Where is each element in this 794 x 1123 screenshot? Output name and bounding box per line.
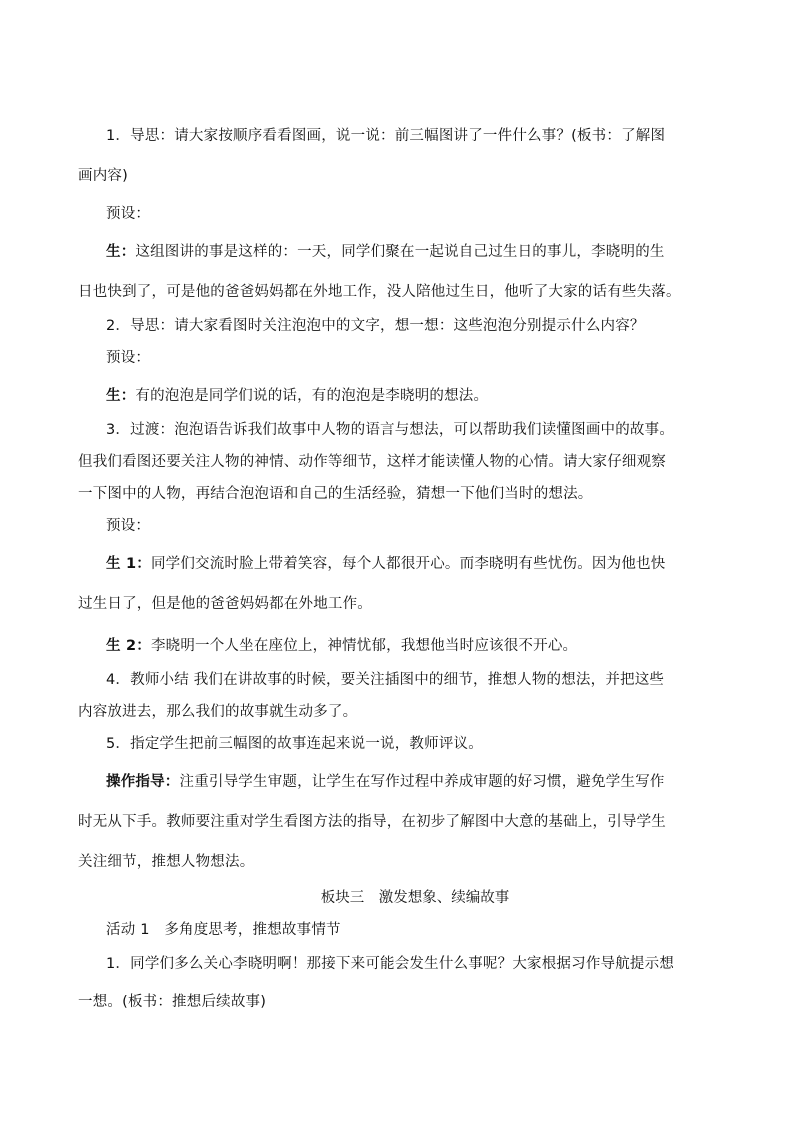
activity-1-line-2: 一想。(板书：推想后续故事): [78, 994, 267, 1010]
preset-label-1: 预设：: [106, 206, 151, 222]
operation-guide-line-2: 时无从下手。教师要注重对学生看图方法的指导，在初步了解图中大意的基础上，引导学生: [78, 814, 666, 830]
student-answer-text: 李晓明一个人坐在座位上，神情忧郁，我想他当时应该很不开心。: [150, 638, 578, 654]
student-label: 生：: [106, 244, 136, 260]
operation-guide-line-1: [106, 772, 665, 792]
section-title: 板块三 激发想象、续编故事: [320, 890, 510, 906]
paragraph-1-line-1: 1．导思：请大家按顺序看看图画，说一说：前三幅图讲了一件什么事？(板书：了解图: [106, 128, 666, 144]
student-answer-2: [106, 386, 488, 406]
preset-label-3: 预设：: [106, 518, 151, 534]
operation-guide-line-3: 关注细节，推想人物想法。: [78, 854, 255, 870]
student-answer-4: [106, 636, 577, 656]
student-answer-1-line-2: 日也快到了，可是他的爸爸妈妈都在外地工作，没人陪他过生日，他听了大家的话有些失落。: [78, 284, 681, 300]
activity-1-line-1: 1．同学们多么关心李晓明啊！那接下来可能会发生什么事呢？大家根据习作导航提示想: [106, 956, 675, 972]
operation-guide-label: 操作指导：: [106, 774, 180, 790]
student-label: 生 2：: [106, 638, 151, 654]
student-label: 生 1：: [106, 556, 151, 572]
paragraph-2: 2．导思：请大家看图时关注泡泡中的文字，想一想：这些泡泡分别提示什么内容？: [106, 318, 645, 334]
paragraph-4-line-2: 内容放进去，那么我们的故事就生动多了。: [78, 704, 358, 720]
operation-guide-text: 注重引导学生审题，让学生在写作过程中养成审题的好习惯，避免学生写作: [179, 774, 665, 790]
paragraph-3-line-3: 一下图中的人物，再结合泡泡语和自己的生活经验，猜想一下他们当时的想法。: [78, 486, 593, 502]
paragraph-5: 5．指定学生把前三幅图的故事连起来说一说，教师评议。: [106, 736, 483, 752]
student-label: 生：: [106, 388, 136, 404]
preset-label-2: 预设：: [106, 350, 151, 366]
paragraph-3-line-2: 但我们看图还要关注人物的神情、动作等细节，这样才能读懂人物的心情。请大家仔细观察: [78, 454, 666, 470]
paragraph-4-line-1: 4．教师小结 我们在讲故事的时候，要关注插图中的细节，推想人物的想法，并把这些: [106, 672, 665, 688]
student-answer-3-line-2: 过生日了，但是他的爸爸妈妈都在外地工作。: [78, 596, 372, 612]
student-answer-text: 同学们交流时脸上带着笑容，每个人都很开心。而李晓明有些忧伤。因为他也快: [150, 556, 666, 572]
paragraph-1-line-2: 画内容): [78, 168, 128, 184]
student-answer-text: 这组图讲的事是这样的：一天，同学们聚在一起说自己过生日的事儿，李晓明的生: [135, 244, 665, 260]
paragraph-3-line-1: 3．过渡：泡泡语告诉我们故事中人物的语言与想法，可以帮助我们读懂图画中的故事。: [106, 422, 675, 438]
activity-heading: 活动 1 多角度思考，推想故事情节: [106, 922, 341, 938]
student-answer-text: 有的泡泡是同学们说的话，有的泡泡是李晓明的想法。: [135, 388, 489, 404]
student-answer-1-line-1: [106, 242, 665, 262]
student-answer-3-line-1: [106, 554, 665, 574]
